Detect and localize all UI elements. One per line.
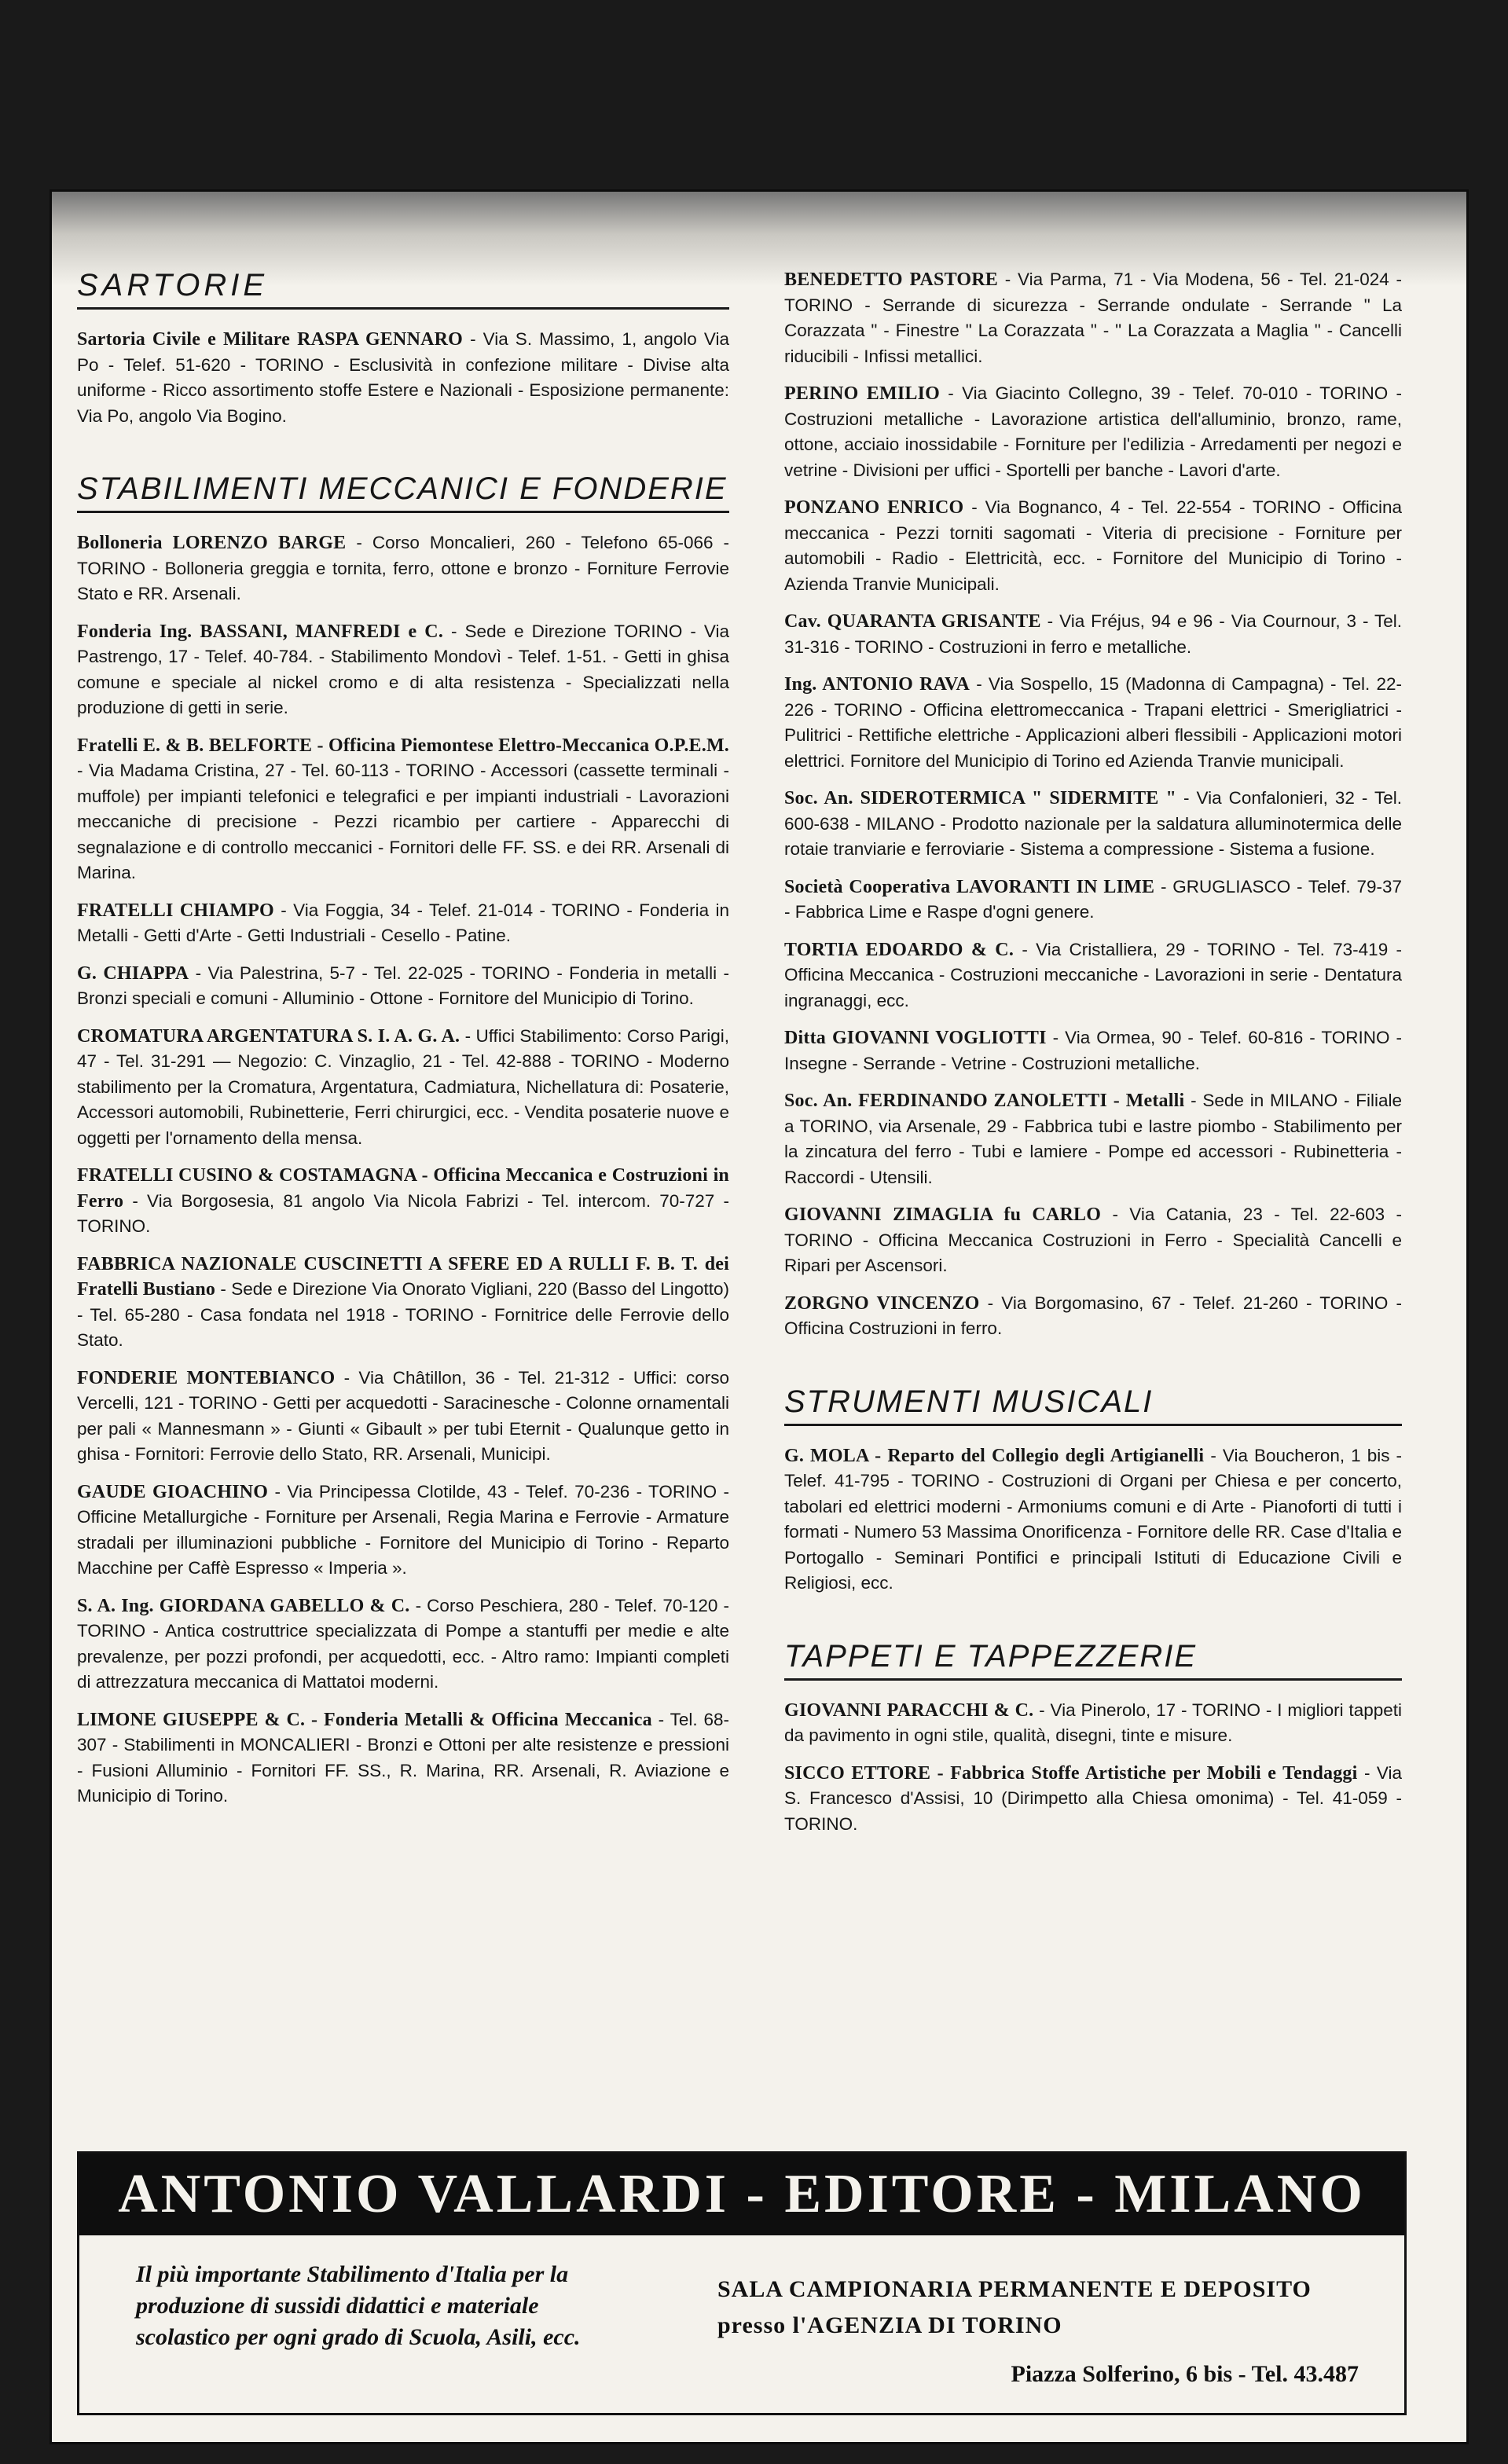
entry-name: Ditta GIOVANNI VOGLIOTTI [784, 1028, 1047, 1048]
entry-name: S. A. Ing. GIORDANA GABELLO & C. [77, 1595, 410, 1616]
list-item [77, 1707, 729, 1810]
stabilimenti-list [77, 530, 729, 1810]
continued-list [784, 267, 1402, 1342]
page [52, 192, 1466, 2442]
banner-address: Piazza Solferino, 6 bis - Tel. 43.487 [1011, 2361, 1359, 2387]
entry-text: - Tel. 68-307 - Stabilimenti in MONCALIERI - Bronzi e Ottoni per alte resistenze e pressioni - Fusioni Alluminio - Fornitori FF. SS., R. Marina, RR. Arsenali, R. Aviazione e Municipio di Torino. [77, 1709, 730, 1806]
list-item [784, 937, 1402, 1014]
entry-text: - Sede in MILANO - Filiale a TORINO, via Arsenale, 29 - Fabbrica tubi e lastre piombo - Stabilimento per la zincatura del ferro - Tubi e lamiere - Pompe ed accessori - Rubinetteria - Raccordi - Utensili. [784, 1091, 1403, 1187]
list-item [784, 495, 1402, 597]
entry-text: - Via Pinerolo, 17 - TORINO - I migliori tappeti da pavimento in ogni stile, qualità, disegni, tinte e misure. [784, 1700, 1402, 1745]
entry-text: - Via Giacinto Collegno, 39 - Telef. 70-010 - TORINO - Costruzioni metalliche - Lavorazione artistica dell'alluminio, bronzo, rame, ottone, acciaio inossidabile - Forniture per l'edilizia - Arredamenti per negozi e vetrine - Divisioni per uffici - Sportelli per banche - Lavori d'arte. [784, 383, 1402, 480]
entry-text: - Via Parma, 71 - Via Modena, 56 - Tel. 21-024 - TORINO - Serrande di sicurezza - Serrande ondulate - Serrande " La Corazzata " - Finestre " La Corazzata " - " La Corazzata a Maglia " - Cancelli riducibili - Infissi metallici. [784, 270, 1402, 366]
entry-text: - Sede e Direzione TORINO - Via Pastrengo, 17 - Telef. 40-784. - Stabilimento Mondovì - Telef. 1-51. - Getti in ghisa comune e speciale al nickel cromo e di alta resistenza - Specializzati nella produzione di getti in serie. [77, 621, 729, 717]
entry-name: FONDERIE MONTEBIANCO [77, 1367, 336, 1388]
entry-name: FABBRICA NAZIONALE CUSCINETTI A SFERE ED A RULLI F. B. T. dei Fratelli Bustiano [77, 1253, 729, 1300]
entry-name: Fonderia Ing. BASSANI, MANFREDI e C. [77, 621, 444, 642]
entry-name: GIOVANNI ZIMAGLIA fu CARLO [784, 1204, 1102, 1225]
list-item [784, 1761, 1402, 1838]
entry-name: CROMATURA ARGENTATURA S. I. A. G. A. [77, 1025, 460, 1047]
section-title-tappeti: TAPPETI E TAPPEZZERIE [784, 1638, 1402, 1681]
list-item [77, 1252, 729, 1354]
list-item [77, 898, 729, 949]
list-item [784, 1025, 1402, 1076]
entry-name: Sartoria Civile e Militare RASPA GENNARO [77, 329, 464, 350]
entry-name: Bolloneria LORENZO BARGE [77, 533, 347, 553]
banner-tagline: Il più importante Stabilimento d'Italia per la produzione di sussidi didattici e materiale scolastico per ogni grado di Scuola, Asili, ecc. [136, 2261, 581, 2350]
entry-text: - Via S. Francesco d'Assisi, 10 (Dirimpetto alla Chiesa omonima) - Tel. 41-059 - TORINO. [784, 1762, 1402, 1834]
list-item [784, 786, 1402, 863]
entry-text: - Via Catania, 23 - Tel. 22-603 - TORINO - Officina Meccanica Costruzioni in Ferro - Specialità Cancelli e Ripari per Ascensori. [784, 1204, 1402, 1275]
entry-name: FRATELLI CUSINO & COSTAMAGNA - Officina Meccanica e Costruzioni in Ferro [77, 1165, 729, 1212]
entry-name: LIMONE GIUSEPPE & C. - Fonderia Metalli & Officina Meccanica [77, 1709, 652, 1730]
list-item [77, 1366, 729, 1468]
list-item [784, 1088, 1402, 1190]
entry-text: - Uffici Stabilimento: Corso Parigi, 47 - Tel. 31-291 — Negozio: C. Vinzaglio, 21 - Tel. 42-888 - TORINO - Moderno stabilimento per la Cromatura, Argentatura, Cadmiatura, Nichellatura di: Posaterie, Accessori automobili, Rubinetterie, Ferri chirurgici, ecc. - Vendita posaterie nuove e oggetti per l'ornamento della mensa. [77, 1025, 729, 1148]
entry-name: PERINO EMILIO [784, 383, 940, 404]
list-item [784, 672, 1402, 774]
entry-text: - Via Boucheron, 1 bis - Telef. 41-795 - TORINO - Costruzioni di Organi per Chiesa e per concerto, tabolari ed elettrici moderni - Armoniums comuni e di Arte - Pianoforti di tutti i formati - Numero 53 Massima Onorificenza - Fornitore delle RR. Case d'Italia e Portogallo - Seminari Pontifici e principali Istituti di Educazione Civili e Religiosi, ecc. [784, 1445, 1402, 1593]
entry-text: - Via Borgosesia, 81 angolo Via Nicola Fabrizi - Tel. intercom. 70-727 - TORINO. [77, 1190, 729, 1236]
entry-text: - Corso Peschiera, 280 - Telef. 70-120 - TORINO - Antica costruttrice specializzata di Pompe a stantuffi per medie e alte prevalenze, per pozzi profondi, per acquedotti, ecc. - Altro ramo: Impianti completi di attrezzatura meccanica di Mattatoi moderni. [77, 1595, 729, 1692]
entry-name: ZORGNO VINCENZO [784, 1292, 980, 1314]
entry-text: - Via Borgomasino, 67 - Telef. 21-260 - TORINO - Officina Costruzioni in ferro. [784, 1292, 1403, 1338]
section-title-stabilimenti: STABILIMENTI MECCANICI E FONDERIE [77, 471, 729, 513]
list-item [77, 1480, 729, 1582]
banner-headline: ANTONIO VALLARDI - EDITORE - MILANO [79, 2154, 1404, 2235]
tappeti-list [784, 1698, 1402, 1838]
entry-text: - Via Madama Cristina, 27 - Tel. 60-113 - TORINO - Accessori (cassette terminali - muffole) per impianti telefonici e telegrafici e per impianti industriali - Lavorazioni meccaniche di precisione - Pezzi ricambio per cartiere - Apparecchi di segnalazione e di controllo meccanici - Fornitori delle FF. SS. e dei RR. Arsenali di Marina. [77, 761, 729, 882]
entry-text: - Via Principessa Clotilde, 43 - Telef. 70-236 - TORINO - Officine Metallurgiche - Forniture per Arsenali, Regia Marina e Ferrovie - Armature stradali per illuminazioni pubbliche - Fornitore del Municipio di Torino - Reparto Macchine per Caffè Espresso « Imperia ». [77, 1481, 729, 1578]
entry-name: SICCO ETTORE - Fabbrica Stoffe Artistiche per Mobili e Tendaggi [784, 1762, 1358, 1784]
entry-name: G. MOLA - Reparto del Collegio degli Artigianelli [784, 1445, 1205, 1466]
entry-name: Società Cooperativa LAVORANTI IN LIME [784, 876, 1155, 897]
entry-text: - Via Cristalliera, 29 - TORINO - Tel. 73-419 - Officina Meccanica - Costruzioni meccaniche - Lavorazioni in serie - Dentatura ingranaggi, ecc. [784, 939, 1402, 1010]
list-item [77, 327, 729, 429]
entry-text: - GRUGLIASCO - Telef. 79-37 - Fabbrica Lime e Raspe d'ogni genere. [784, 876, 1402, 922]
entry-text: - Via Châtillon, 36 - Tel. 21-312 - Uffici: corso Vercelli, 121 - TORINO - Getti per acquedotti - Saracinesche - Colonne ornamentali per pali « Mannesmann » - Giunti « Gibault » per tubi Eternit - Qualunque getto in ghisa - Fornitori: Ferrovie dello Stato, RR. Arsenali, Municipi. [77, 1367, 729, 1464]
entry-name: Cav. QUARANTA GRISANTE [784, 611, 1041, 632]
entry-text: - Via S. Massimo, 1, angolo Via Po - Telef. 51-620 - TORINO - Esclusività in confezione militare - Divise alta uniforme - Ricco assortimento stoffe Estere e Nazionali - Esposizione permanente: Via Po, angolo Via Bogino. [77, 329, 729, 426]
banner-showroom-line: SALA CAMPIONARIA PERMANENTE E DEPOSITO [717, 2276, 1312, 2302]
list-item [77, 1024, 729, 1152]
list-item [784, 1291, 1402, 1342]
list-item [784, 267, 1402, 369]
entry-text: - Sede e Direzione Via Onorato Vigliani, 220 (Basso del Lingotto) - Tel. 65-280 - Casa fondata nel 1918 - TORINO - Fornitrice delle Ferrovie dello Stato. [77, 1279, 729, 1350]
entry-name: Fratelli E. & B. BELFORTE - Officina Piemontese Elettro-Meccanica O.P.E.M. [77, 735, 729, 756]
sartorie-list [77, 327, 729, 429]
entry-text: - Via Palestrina, 5-7 - Tel. 22-025 - TORINO - Fonderia in metalli - Bronzi speciali e comuni - Alluminio - Ottone - Fornitore del Municipio di Torino. [77, 962, 729, 1008]
list-item [784, 609, 1402, 660]
entry-text: - Via Ormea, 90 - Telef. 60-816 - TORINO - Insegne - Serrande - Vetrine - Costruzioni metalliche. [784, 1028, 1402, 1073]
entry-name: TORTIA EDOARDO & C. [784, 939, 1015, 960]
strumenti-list [784, 1443, 1402, 1597]
entry-text: - Corso Moncalieri, 260 - Telefono 65-066 - TORINO - Bolloneria greggia e tornita, ferro, ottone e bronzo - Forniture Ferrovie Stato e RR. Arsenali. [77, 533, 729, 603]
entry-name: Ing. ANTONIO RAVA [784, 674, 970, 695]
entry-text: - Via Fréjus, 94 e 96 - Via Cournour, 3 - Tel. 31-316 - TORINO - Costruzioni in ferro e metalliche. [784, 611, 1403, 657]
entry-name: PONZANO ENRICO [784, 497, 964, 518]
list-item [77, 961, 729, 1012]
entry-text: - Via Foggia, 34 - Telef. 21-014 - TORINO - Fonderia in Metalli - Getti d'Arte - Getti Industriali - Cesello - Patine. [77, 900, 729, 945]
list-item [784, 874, 1402, 926]
entry-name: GAUDE GIOACHINO [77, 1481, 269, 1502]
list-item [77, 619, 729, 721]
section-title-strumenti: STRUMENTI MUSICALI [784, 1384, 1402, 1426]
entry-name: G. CHIAPPA [77, 962, 189, 984]
banner-agency-line: presso l'AGENZIA DI TORINO [717, 2312, 1062, 2338]
list-item [77, 1163, 729, 1240]
entry-name: FRATELLI CHIAMPO [77, 900, 274, 921]
list-item [784, 1443, 1402, 1597]
banner-showroom [717, 2272, 1362, 2344]
entry-name: Soc. An. SIDEROTERMICA " SIDERMITE " [784, 788, 1176, 808]
list-item [77, 733, 729, 886]
entry-name: GIOVANNI PARACCHI & C. [784, 1700, 1034, 1721]
left-column [77, 267, 729, 1821]
entry-name: Soc. An. FERDINANDO ZANOLETTI - Metalli [784, 1091, 1185, 1111]
list-item [784, 381, 1402, 483]
advertisement-banner [77, 2151, 1407, 2415]
entry-text: - Via Bognanco, 4 - Tel. 22-554 - TORINO - Officina meccanica - Pezzi torniti sagomati - Viteria di precisione - Forniture per automobili - Radio - Elettricità, ecc. - Fornitore del Municipio di Torino - Azienda Tranvie Municipali. [784, 497, 1403, 594]
list-item [77, 1593, 729, 1696]
section-title-sartorie: SARTORIE [77, 267, 729, 310]
list-item [77, 530, 729, 607]
list-item [784, 1698, 1402, 1749]
entry-name: BENEDETTO PASTORE [784, 270, 998, 290]
entry-text: - Via Sospello, 15 (Madonna di Campagna) - Tel. 22-226 - TORINO - Officina elettromeccanica - Trapani elettrici - Smerigliatrici - Pulitrici - Rettifiche elettriche - Applicazioni alberi flessibili - Applicazioni motori elettrici. Fornitore del Municipio di Torino ed Azienda Tranvie municipali. [784, 674, 1403, 771]
list-item [784, 1202, 1402, 1279]
right-column [784, 267, 1402, 1849]
entry-text: - Via Confalonieri, 32 - Tel. 600-638 - MILANO - Prodotto nazionale per la saldatura alluminotermica delle rotaie tranviarie e ferroviarie - Sistema a compressione - Sistema a fusione. [784, 788, 1403, 859]
